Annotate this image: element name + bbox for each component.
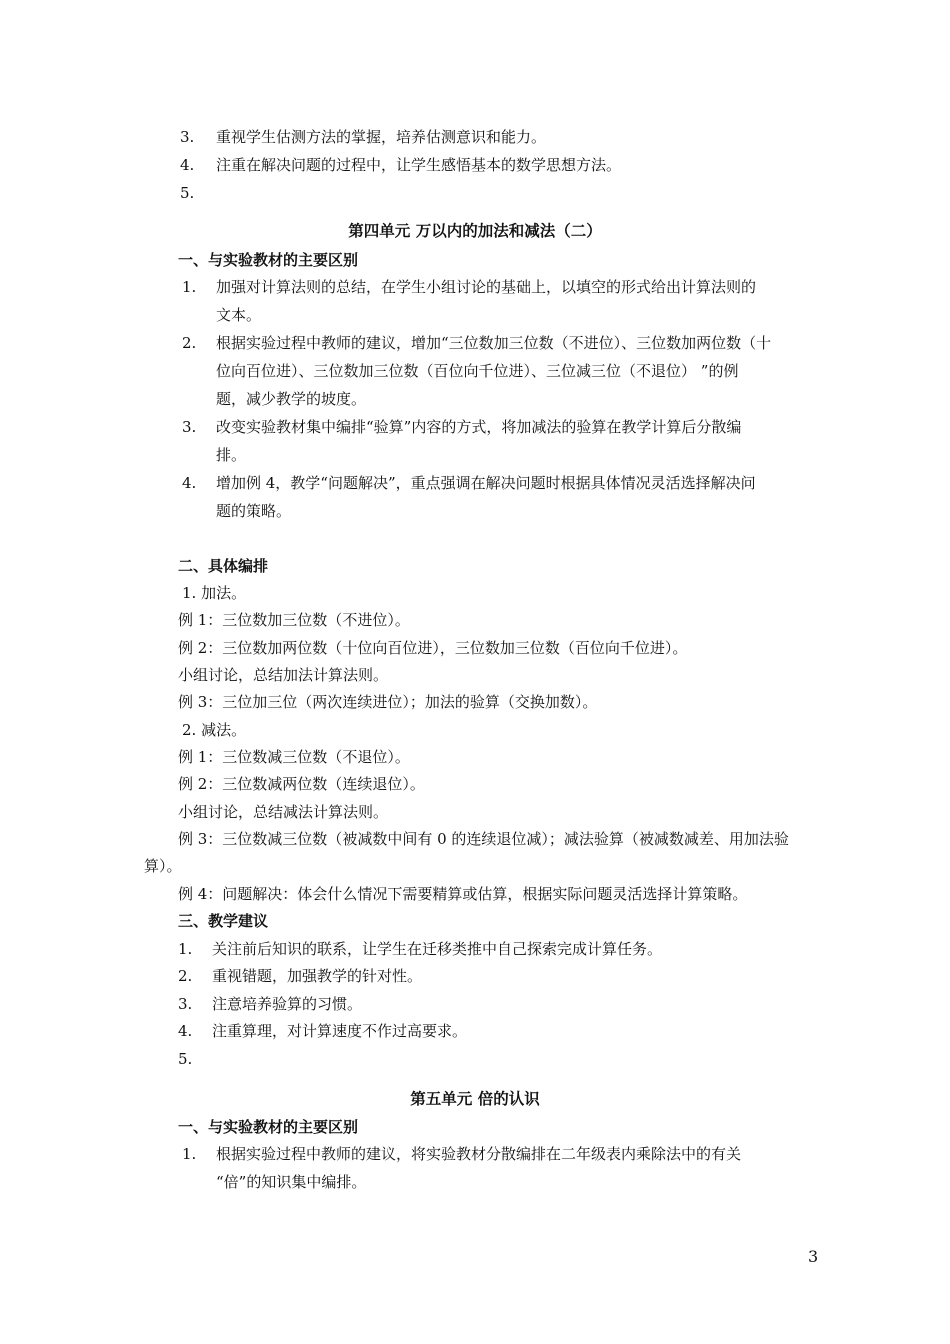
example-line: 例 2：三位数加两位数（十位向百位进），三位数加三位数（百位向千位进）。	[178, 639, 688, 657]
list-item: 重视错题，加强教学的针对性。	[212, 967, 423, 985]
list-number: 4.	[180, 156, 195, 174]
list-item-cont: 题的策略。	[216, 502, 292, 520]
list-item: 注重在解决问题的过程中，让学生感悟基本的数学思想方法。	[216, 156, 622, 174]
list-number: 5.	[178, 1050, 193, 1068]
section-heading: 二、具体编排	[178, 557, 269, 575]
list-item: 增加例 4，教学“问题解决”，重点强调在解决问题时根据具体情况灵活选择解决问	[216, 474, 756, 492]
list-item: 改变实验教材集中编排“验算”内容的方式，将加减法的验算在教学计算后分散编	[216, 418, 742, 436]
text-line: 小组讨论，总结减法计算法则。	[178, 803, 389, 821]
example-line: 例 3：三位加三位（两次连续进位）；加法的验算（交换加数）。	[178, 693, 598, 711]
list-number: 4.	[182, 474, 197, 492]
example-line: 例 3：三位数减三位数（被减数中间有 0 的连续退位减）；减法验算（被减数减差、用加法验	[178, 830, 789, 848]
text-line: 小组讨论，总结加法计算法则。	[178, 666, 389, 684]
example-line: 例 1：三位数加三位数（不进位）。	[178, 611, 410, 629]
list-number: 3.	[182, 418, 197, 436]
subsection-title: 1. 加法。	[182, 584, 247, 602]
list-item: 注重算理，对计算速度不作过高要求。	[212, 1022, 468, 1040]
list-item-cont: 位向百位进）、三位数加三位数（百位向千位进）、三位减三位（不退位） ”的例	[216, 362, 739, 380]
list-item: 注意培养验算的习惯。	[212, 995, 363, 1013]
list-item: 加强对计算法则的总结，在学生小组讨论的基础上，以填空的形式给出计算法则的	[216, 278, 757, 296]
list-number: 3.	[180, 128, 195, 146]
example-line: 例 4：问题解决：体会什么情况下需要精算或估算，根据实际问题灵活选择计算策略。	[178, 885, 748, 903]
list-item-cont: 题，减少教学的坡度。	[216, 390, 367, 408]
list-number: 1.	[178, 940, 193, 958]
list-item: 重视学生估测方法的掌握，培养估测意识和能力。	[216, 128, 547, 146]
unit-title: 第五单元 倍的认识	[410, 1090, 540, 1108]
section-heading: 一、与实验教材的主要区别	[178, 1118, 359, 1136]
list-number: 2.	[182, 334, 197, 352]
section-heading: 三、教学建议	[178, 912, 269, 930]
list-number: 1.	[182, 1145, 197, 1163]
list-item: 关注前后知识的联系，让学生在迁移类推中自己探索完成计算任务。	[212, 940, 663, 958]
list-number: 1.	[182, 278, 197, 296]
list-item: 根据实验过程中教师的建议，将实验教材分散编排在二年级表内乘除法中的有关	[216, 1145, 742, 1163]
list-item-cont: “倍”的知识集中编排。	[216, 1173, 367, 1191]
list-number: 4.	[178, 1022, 193, 1040]
example-line: 例 2：三位数减两位数（连续退位）。	[178, 775, 425, 793]
list-number: 5.	[180, 184, 195, 202]
page-number: 3	[808, 1247, 819, 1266]
subsection-title: 2. 减法。	[182, 721, 247, 739]
example-line-cont: 算）。	[144, 857, 182, 875]
unit-title: 第四单元 万以内的加法和减法（二）	[348, 222, 602, 240]
list-number: 2.	[178, 967, 193, 985]
section-heading: 一、与实验教材的主要区别	[178, 251, 359, 269]
list-number: 3.	[178, 995, 193, 1013]
list-item-cont: 排。	[216, 446, 247, 464]
example-line: 例 1：三位数减三位数（不退位）。	[178, 748, 410, 766]
list-item: 根据实验过程中教师的建议，增加“三位数加三位数（不进位）、三位数加两位数（十	[216, 334, 772, 352]
list-item-cont: 文本。	[216, 306, 262, 324]
